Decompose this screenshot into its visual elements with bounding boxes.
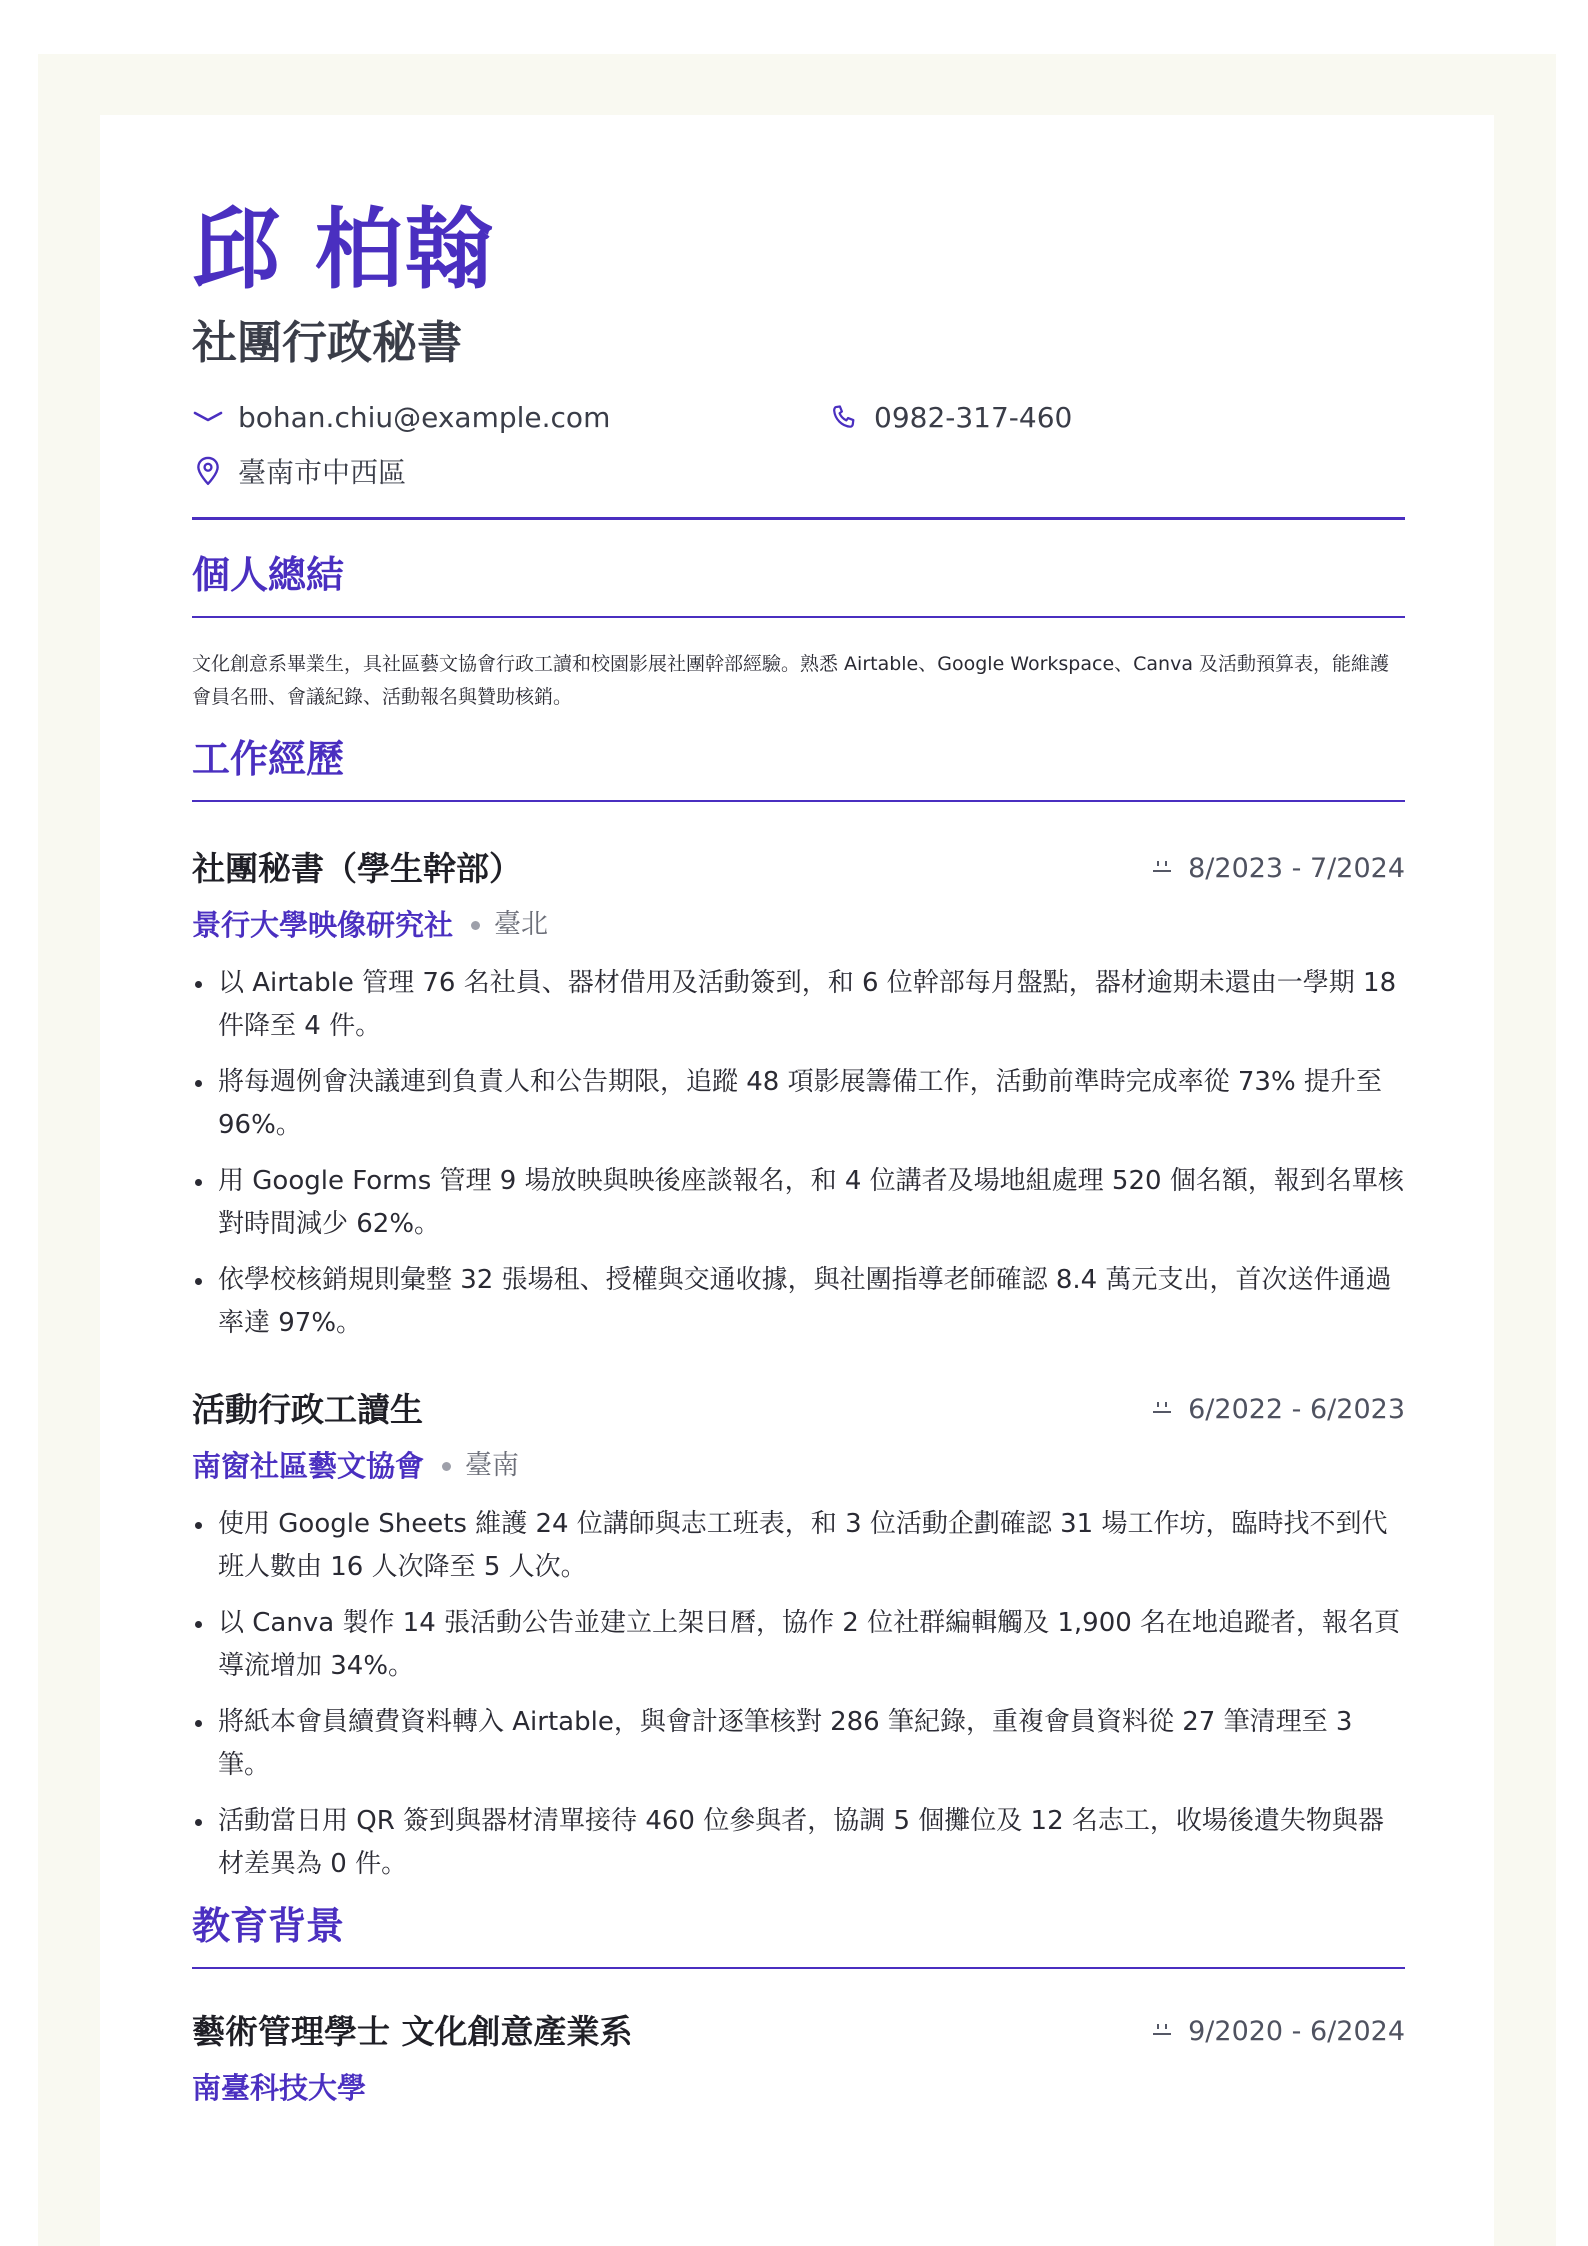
bullet-item: 將紙本會員續費資料轉入 Airtable，與會計逐筆核對 286 筆紀錄，重複會員資料從 27 筆清理至 3 筆。 [192, 1701, 1405, 1787]
experience-bullets [192, 1503, 1405, 1886]
experience-header [192, 1385, 1405, 1435]
experience-item [192, 844, 1405, 1345]
experience-dates [1150, 844, 1405, 894]
experience-header [192, 844, 1405, 894]
experience-org: 南窗社區藝文協會 [192, 1449, 425, 1483]
phone-text[interactable]: 0982-317-460 [874, 400, 1073, 434]
experience-bullets [192, 962, 1405, 1345]
bullet-item: 使用 Google Sheets 維護 24 位講師與志工班表，和 3 位活動企劃確認 31 場工作坊，臨時找不到代班人數由 16 人次降至 5 人次。 [192, 1503, 1405, 1589]
section-divider [192, 1967, 1405, 1969]
education-header [192, 2007, 1405, 2057]
bullet-item: 用 Google Forms 管理 9 場放映與映後座談報名，和 4 位講者及場地組處理 520 個名額，報到名單核對時間減少 62%。 [192, 1160, 1405, 1246]
separator-dot [442, 1462, 451, 1471]
resume-content [192, 195, 1405, 2111]
education-degree: 藝術管理學士 文化創意產業系 [192, 2012, 633, 2051]
experience-dates-text: 8/2023 - 7/2024 [1188, 853, 1405, 884]
phone-icon [828, 401, 860, 433]
bullet-item: 以 Canva 製作 14 張活動公告並建立上架日曆，協作 2 位社群編輯觸及 1,900 名在地追蹤者，報名頁導流增加 34%。 [192, 1602, 1405, 1688]
experience-org: 景行大學映像研究社 [192, 908, 454, 942]
header-divider [192, 517, 1405, 520]
contact-info [192, 397, 1405, 517]
section-title-education: 教育背景 [192, 1904, 345, 1948]
education-item [192, 2007, 1405, 2111]
section-title-experience: 工作經歷 [192, 737, 345, 781]
chevron-mail-icon [192, 401, 224, 433]
separator-dot [471, 921, 480, 930]
experience-item [192, 1385, 1405, 1886]
bullet-item: 活動當日用 QR 簽到與器材清單接待 460 位參與者，協調 5 個攤位及 12 名志工，收場後遺失物與器材差異為 0 件。 [192, 1800, 1405, 1886]
email-text[interactable]: bohan.chiu@example.com [238, 400, 611, 434]
calendar-icon [1150, 857, 1174, 881]
contact-phone[interactable] [828, 397, 1072, 437]
education-org-line [192, 2065, 1405, 2111]
experience-org-line [192, 902, 1405, 948]
education-school: 南臺科技大學 [192, 2071, 367, 2105]
education-dates [1150, 2007, 1405, 2057]
experience-role: 社團秘書（學生幹部） [192, 849, 522, 888]
section-title-summary: 個人總結 [192, 553, 345, 597]
education-dates-text: 9/2020 - 6/2024 [1188, 2016, 1405, 2047]
summary-text: 文化創意系畢業生，具社區藝文協會行政工讀和校園影展社團幹部經驗。熟悉 Airtable、Google Workspace、Canva 及活動預算表，能維護會員名冊、會議紀錄、活動報名與贊助核銷。 [192, 653, 1390, 708]
location-text: 臺南市中西區 [238, 456, 407, 489]
section-divider [192, 616, 1405, 618]
candidate-name: 邱 柏翰 [192, 198, 495, 301]
calendar-icon [1150, 1398, 1174, 1422]
candidate-title: 社團行政秘書 [192, 316, 463, 369]
experience-role: 活動行政工讀生 [192, 1390, 423, 1429]
bullet-item: 以 Airtable 管理 76 名社員、器材借用及活動簽到，和 6 位幹部每月盤點，器材逾期未還由一學期 18 件降至 4 件。 [192, 962, 1405, 1048]
bullet-item: 將每週例會決議連到負責人和公告期限，追蹤 48 項影展籌備工作，活動前準時完成率從 73% 提升至 96%。 [192, 1061, 1405, 1147]
contact-location [192, 451, 406, 491]
resume-page [100, 115, 1494, 2246]
map-pin-icon [192, 455, 224, 487]
experience-location: 臺南 [465, 1450, 520, 1481]
calendar-icon [1150, 2020, 1174, 2044]
experience-dates-text: 6/2022 - 6/2023 [1188, 1394, 1405, 1425]
contact-email[interactable] [192, 397, 610, 437]
experience-location: 臺北 [494, 909, 549, 940]
section-divider [192, 800, 1405, 802]
experience-org-line [192, 1443, 1405, 1489]
bullet-item: 依學校核銷規則彙整 32 張場租、授權與交通收據，與社團指導老師確認 8.4 萬元支出，首次送件通過率達 97%。 [192, 1259, 1405, 1345]
experience-dates [1150, 1385, 1405, 1435]
